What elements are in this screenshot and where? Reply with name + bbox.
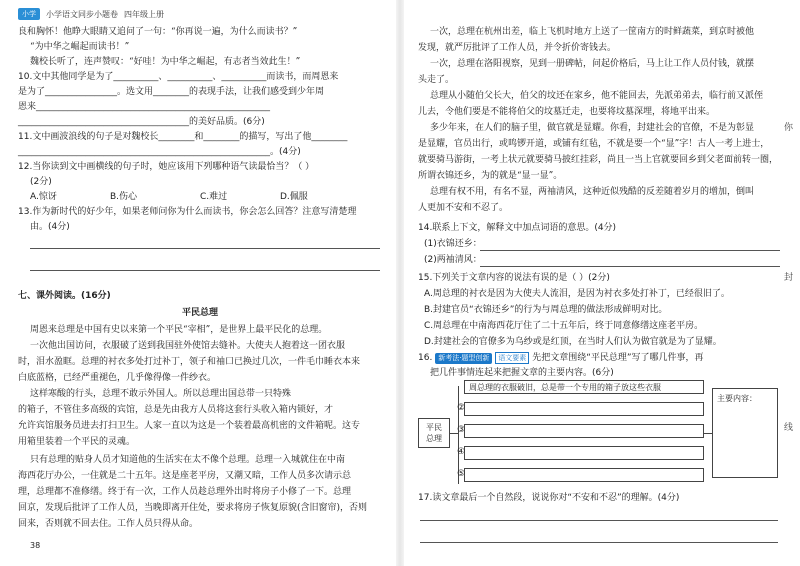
q15-option-b[interactable]: B.封建官员“衣锦还乡”的行为与周总理的做法形成鲜明对比。 <box>424 305 668 315</box>
q15-option-d[interactable]: D.封建社会的官僚多为乌纱或是红顶，在当时人们认为做官就是为了显耀。 <box>424 337 722 347</box>
margin-char: 你 <box>784 123 794 133</box>
answer-line[interactable] <box>420 542 778 543</box>
article-line: 一次，总理在洛阳视察，见到一册碑帖，问起价格后，马上让工作人员付钱，就摆 <box>430 59 755 69</box>
event-box-2[interactable] <box>457 402 704 416</box>
article-line: 用箱里装着一个平民的灵魂。 <box>18 437 136 447</box>
text-line: 良和胸怀！他睁大眼睛又追问了一句：“你再说一遍，为什么而读书？” <box>18 27 298 37</box>
article-line: 一次，总理在杭州出差，临上飞机时地方上送了一筐南方的时鲜蔬菜，到京时被他 <box>430 27 755 37</box>
main-content-box[interactable] <box>712 388 778 478</box>
question-10-line: 恩来____________________________________________________ <box>18 102 271 112</box>
q12-option-c[interactable]: C.难过 <box>200 192 228 202</box>
q15-option-a[interactable]: A.周总理的衬衣是因为大使夫人流泪，是因为衬衣多处打补丁，已经很旧了。 <box>424 289 730 299</box>
text-line: 魏校长听了，连声赞叹：“好哇！为中华之崛起，有志者当效此生！” <box>30 57 301 67</box>
q12-option-d[interactable]: D.佩服 <box>280 192 308 202</box>
question-16-line: 把几件事情连起来把握文章的主要内容。(6分) <box>430 368 614 378</box>
question-12-line: (2分) <box>30 177 52 187</box>
article-line: 这样寒酸的行头，总理不敢示外国人。所以总理出国总带一只特殊 <box>30 389 292 399</box>
main-content-label: 主要内容： <box>717 394 757 403</box>
connector-right <box>704 433 712 434</box>
answer-line[interactable] <box>480 250 780 251</box>
circle-5: ⑤ <box>457 469 466 479</box>
text-line: “为中华之崛起而读书！” <box>30 42 130 52</box>
circle-2: ② <box>457 403 466 413</box>
element-tag: 语文要素 <box>495 352 529 364</box>
q12-option-b[interactable]: B.伤心 <box>110 192 138 202</box>
question-10-line: 是为了________________。选文用________的表现手法，让我们感受到少年周 <box>18 87 325 97</box>
article-line: 头走了。 <box>418 75 455 85</box>
article-line: 总理有权不用，有名不显，两袖清风，这种近似残酷的反差随着岁月的增加，倒叫 <box>430 187 755 197</box>
q14-item-2: (2)两袖清风： <box>424 255 482 265</box>
margin-char: 封 <box>784 273 794 283</box>
question-13-line: 由。(4分) <box>30 222 70 232</box>
article-line: 是显耀，官员出行，或鸣锣开道，或铺有红毡，不就是要一个“显”字！古人一考上进士， <box>418 139 770 149</box>
article-line: 理，总理都不准修缮。终于有一次，工作人员趁总理外出时将房子小修了一下。总理 <box>18 487 352 497</box>
grade-label: 四年级上册 <box>124 9 164 19</box>
event-box-5[interactable] <box>457 468 704 482</box>
question-13-line: 13.作为新时代的好少年，如果老师问你为什么而读书，你会怎么回答？注意写清楚理 <box>18 207 357 217</box>
question-15: 15.下列关于文章内容的说法有误的是（ ）(2分) <box>418 273 610 283</box>
article-line: 一次他出国访问，衣服破了送到我国驻外使馆去缝补。大使夫人抱着这一团衣服 <box>30 341 346 351</box>
question-10-line: 10.文中其他同学是为了__________、__________、__________而读书，而周恩来 <box>18 72 339 82</box>
article-line: 周恩来总理是中国有史以来第一个平民“宰相”，是世界上最平民化的总理。 <box>30 325 328 335</box>
q12-option-a[interactable]: A.惊讶 <box>30 192 57 202</box>
q15-option-c[interactable]: C.周总理在中南海西花厅住了二十五年后，终于同意修缮这座老平房。 <box>424 321 704 331</box>
root-label: 平民总理 <box>426 423 442 443</box>
answer-line[interactable] <box>420 520 778 521</box>
event-box-3[interactable] <box>457 424 704 438</box>
article-line: 儿去，令他们要是不能将伯父的坟墓迁走，也要将坟墓深埋，将地平出来。 <box>418 107 716 117</box>
article-line: 白底蓝格，已经严重褪色，几乎像得像一件纱衣。 <box>18 373 217 383</box>
circle-4: ④ <box>457 447 466 457</box>
article-line: 就要骑马游街，一考上状元就要骑马披红挂彩，尚且一当上官就要回乡到父老面前转一圈， <box>418 155 779 165</box>
article-line: 允许宾馆服务员进去打扫卫生。人家一直以为这是一个装着最高机密的文件箱呢。这专 <box>18 421 361 431</box>
question-12-line: 12.当你读到文中画横线的句子时，她应该用下列哪种语气读最恰当？（ ） <box>18 162 315 172</box>
article-line: 所谓衣锦还乡，为的就是“显一显”。 <box>418 171 563 181</box>
article-line: 海西花厅办公，一住就是二十五年。这是座老平房，又潮又暗，工作人员多次请示总 <box>18 471 352 481</box>
section-title: 七、课外阅读。(16分) <box>18 291 111 301</box>
article-line: 只有总理的贴身人员才知道他的生活实在太不像个总理。总理一入城就住在中南 <box>30 455 346 465</box>
article-line: 回来，否则就不回去住。工作人员只得从命。 <box>18 519 199 529</box>
answer-line[interactable] <box>30 248 380 249</box>
question-16 <box>418 352 704 364</box>
book-title: 小学语文同步小题卷 <box>46 9 118 19</box>
page-header <box>18 6 164 22</box>
margin-char: 线 <box>784 423 794 433</box>
article-line: 多少年来，在人们的脑子里，做官就是显耀。你看，封建社会的官僚，不是为彰显 <box>430 123 755 133</box>
question-16-number: 16. <box>418 353 433 363</box>
root-box <box>418 418 450 448</box>
question-11-line: ________________________________________________________。(4分) <box>18 147 301 157</box>
article-line: 发现，就严厉批评了工作人员，并令折价寄钱去。 <box>418 43 617 53</box>
question-14: 14.联系上下文，解释文中加点词语的意思。(4分) <box>418 223 617 233</box>
question-17: 17.读文章最后一个自然段，说说你对“不安和不忍”的理解。(4分) <box>418 493 680 503</box>
answer-line[interactable] <box>30 270 380 271</box>
new-format-tag: 新考法·题型创新 <box>435 353 492 364</box>
page-number: 38 <box>30 541 41 550</box>
answer-line[interactable] <box>480 266 780 267</box>
article-line: 回京，发现后批评了工作人员，当晚即离开住处，要求将房子恢复原貌(含旧窗帘)，否则 <box>18 503 368 513</box>
article-line: 时，泪水盈眶。总理的衬衣多处打过补丁，领子和袖口已换过几次，一件毛巾睡衣本来 <box>18 357 361 367</box>
article-line: 人更加不安和不忍了。 <box>418 203 509 213</box>
q14-item-1: (1)衣锦还乡： <box>424 239 482 249</box>
event-1-text: 周总理的衣服破旧，总是带一个专用的箱子放这些衣服 <box>469 383 661 392</box>
question-16-text: 先把文章围绕“平民总理”写了哪几件事，再 <box>532 353 704 363</box>
question-10-line: ______________________________________的美好品质。(6分) <box>18 117 265 127</box>
event-box-4[interactable] <box>457 446 704 460</box>
book-logo: 小学 <box>18 8 40 20</box>
event-box-1 <box>464 380 704 394</box>
article-line: 总理从小随伯父长大，伯父的坟还在家乡，他不能回去，先派弟弟去，临行前又派侄 <box>430 91 764 101</box>
circle-3: ③ <box>457 425 466 435</box>
article-line: 的箱子，不管住多高级的宾馆，总是先由我方人员将这套行头收入箱内锁好，才 <box>18 405 334 415</box>
question-11-line: 11.文中画波浪线的句子是对魏校长________和________的描写，写出了他________ <box>18 132 348 142</box>
article-title: 平民总理 <box>181 308 218 318</box>
right-page <box>400 0 800 566</box>
